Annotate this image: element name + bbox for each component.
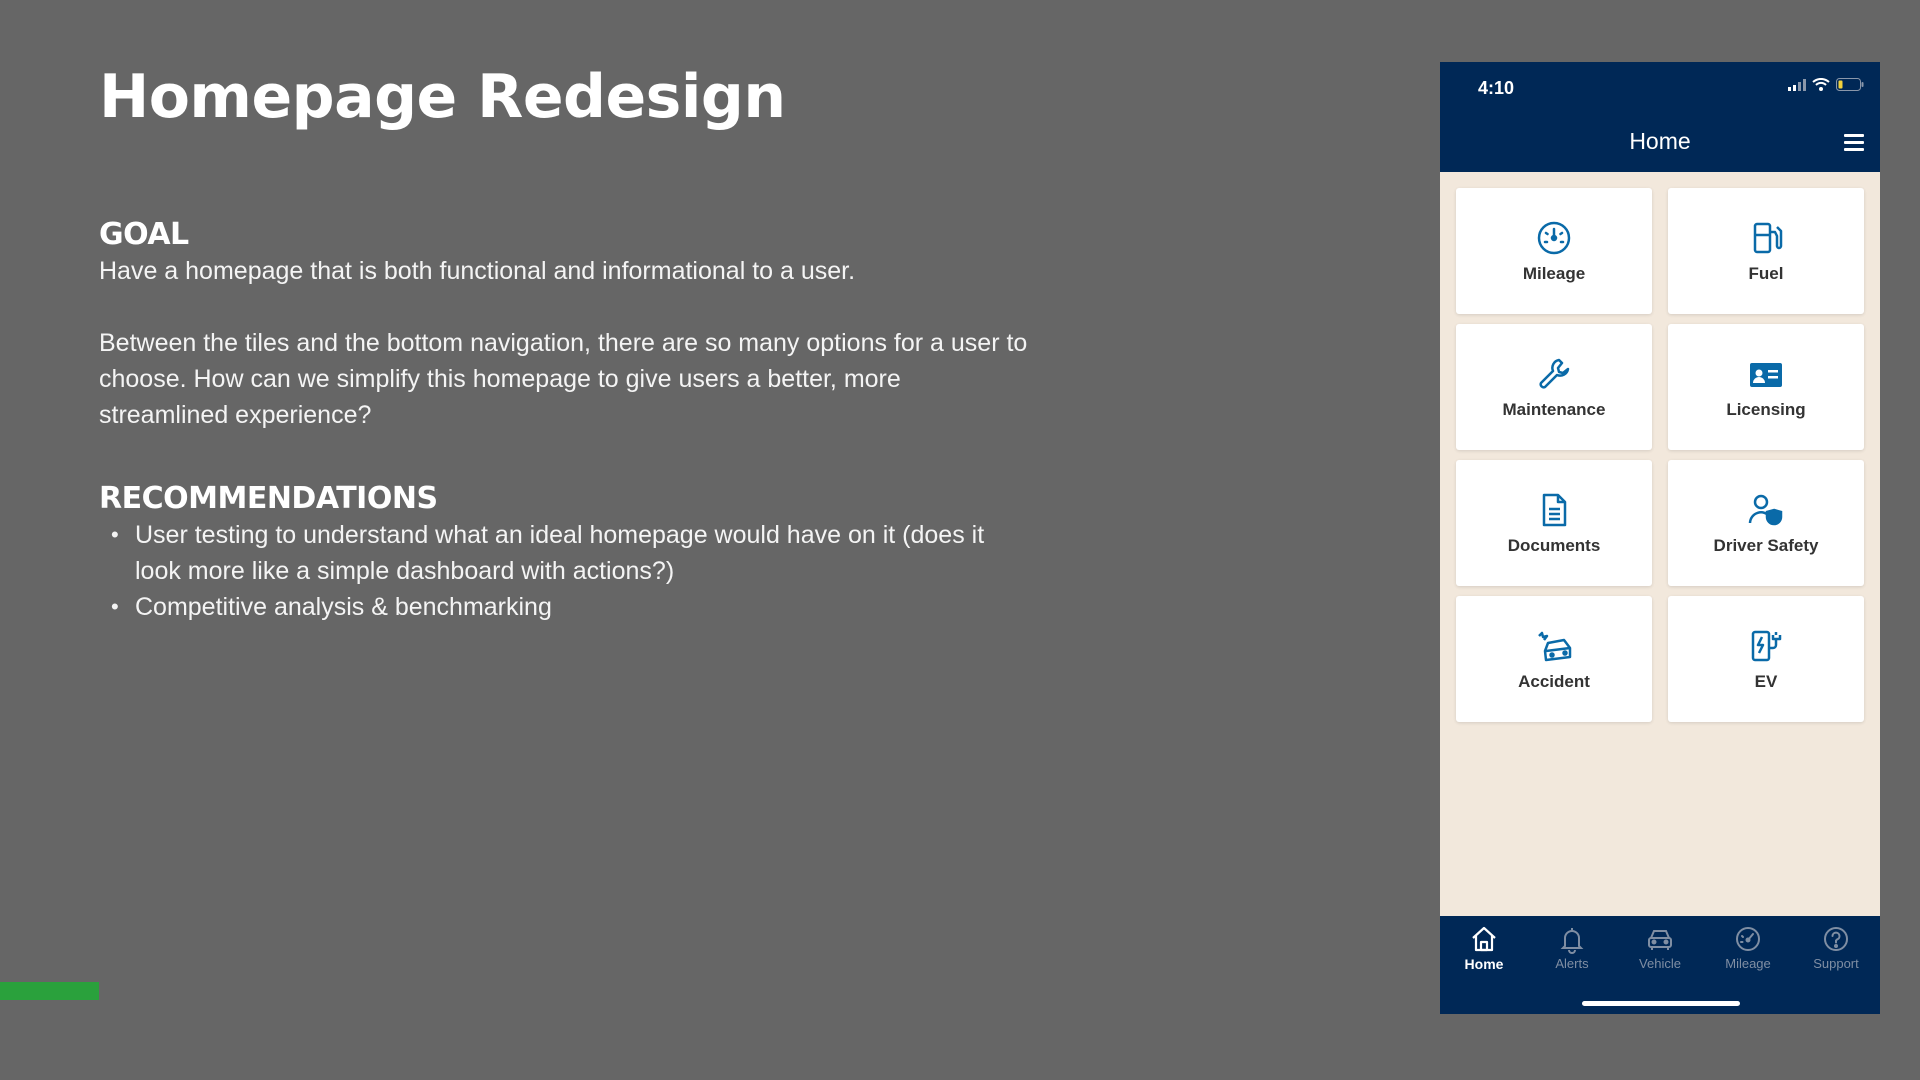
slide-title: Homepage Redesign [99,62,786,132]
tile-label: Maintenance [1502,400,1606,419]
signal-icon [1788,79,1806,91]
app-header [1440,62,1880,172]
bottom-navigation [1440,916,1880,1014]
bullet-icon: • [111,522,119,547]
tile-label: Documents [1507,536,1601,555]
nav-alerts[interactable] [1532,924,1612,971]
goal-text: Have a homepage that is both functional and informational to a user. [99,257,856,285]
nav-label: Alerts [1555,956,1589,971]
status-time: 4:10 [1478,78,1515,98]
goal-heading: GOAL [99,217,189,252]
home-indicator [1582,1001,1740,1006]
help-icon [1821,924,1851,954]
nav-vehicle[interactable] [1620,924,1700,971]
car-crash-icon [1534,626,1574,666]
phone-screenshot [1440,62,1880,1014]
status-icons [1788,78,1864,91]
nav-home[interactable] [1444,924,1524,972]
speedometer-icon [1733,924,1763,954]
nav-label: Support [1813,956,1859,971]
bullet-icon: • [111,594,119,619]
nav-label: Home [1464,956,1504,972]
nav-label: Vehicle [1639,956,1681,971]
recommendation-text: Competitive analysis & benchmarking [135,593,552,621]
tile-label: Driver Safety [1713,536,1819,555]
tile-label: Accident [1518,672,1590,691]
tile-maintenance[interactable] [1456,324,1652,450]
wifi-icon [1812,78,1830,91]
recommendation-text: User testing to understand what an ideal homepage would have on it (does it look more like a simple dashboard with actions?) [135,521,985,585]
tile-licensing[interactable] [1668,324,1864,450]
id-card-icon [1746,354,1786,394]
driver-shield-icon [1746,490,1786,530]
nav-mileage[interactable] [1708,924,1788,971]
nav-label: Mileage [1725,956,1771,971]
fuel-pump-icon [1746,218,1786,258]
goal-section [99,217,1029,433]
recommendations-heading: RECOMMENDATIONS [99,481,438,516]
goal-description: Between the tiles and the bottom navigation, there are so many options for a user to choose. How can we simplify this homepage to give users a better, more streamlined experience? [99,329,1028,429]
recommendation-item [99,517,1029,589]
recommendations-list [99,517,1029,625]
tile-ev[interactable] [1668,596,1864,722]
home-icon [1469,924,1499,954]
tile-documents[interactable] [1456,460,1652,586]
battery-icon [1836,78,1864,91]
tile-label: Fuel [1748,264,1784,283]
ev-charger-icon [1746,626,1786,666]
tile-label: Licensing [1726,400,1806,419]
speedometer-icon [1534,218,1574,258]
document-icon [1534,490,1574,530]
car-icon [1645,924,1675,954]
nav-support[interactable] [1796,924,1876,971]
tile-accident[interactable] [1456,596,1652,722]
tile-driver-safety[interactable] [1668,460,1864,586]
header-title: Home [1629,128,1691,154]
tile-fuel[interactable] [1668,188,1864,314]
bell-icon [1557,924,1587,954]
hamburger-menu-icon[interactable] [1844,134,1864,150]
recommendations-section [99,481,1029,625]
tile-label: Mileage [1522,264,1586,283]
accent-bar [0,982,99,1000]
tile-label: EV [1754,672,1778,691]
recommendation-item [99,589,1029,625]
wrench-icon [1534,354,1574,394]
tile-mileage[interactable] [1456,188,1652,314]
